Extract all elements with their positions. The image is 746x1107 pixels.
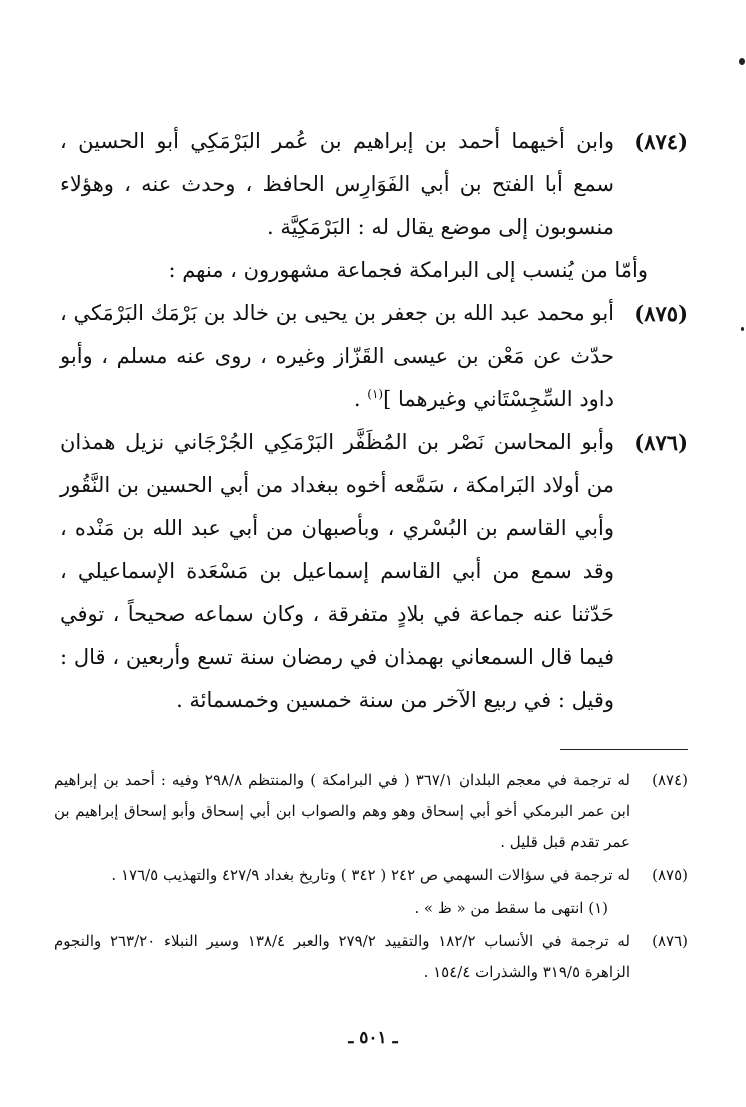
text-line: عمر تقدم قبل قليل . <box>500 833 630 851</box>
text-line: وأبي القاسم بن البُسْري ، وبأصبهان من أبي عبد الله بن مَنْده ، <box>60 516 614 540</box>
text-line: وقد سمع من أبي القاسم إسماعيل بن مَسْعَدة الإسماعيلي ، حَدّثنا <box>60 559 614 626</box>
text-line: له ترجمة في الأنساب ١٨٢/٢ والتقييد ٢٧٩/٢ والعبر ١٣٨/٤ وسير النبلاء ٢٦٣/٢٠ <box>109 932 630 950</box>
footnote-text <box>54 765 688 858</box>
entry-text <box>60 120 688 249</box>
intro-paragraph: وأمّا من يُنسب إلى البرامكة فجماعة مشهورون ، منهم : <box>168 258 648 282</box>
text-line: ربيع الآخر من سنة خمسين وخمسمائة . <box>176 688 517 712</box>
entry-876 <box>60 421 688 722</box>
footnote-874 <box>54 765 688 858</box>
text-line: أبا الفتح بن أبي الفَوَارِس الحافظ ، وحدث عنه ، وهؤلاء <box>60 172 563 196</box>
text-line: وابن أخيهما أحمد بن إبراهيم بن عُمر البَرْمَكِي أبو الحسين ، سمع <box>60 129 615 196</box>
entry-874 <box>60 120 688 249</box>
text-line: له ترجمة في سؤالات السهمي ص ٢٤٢ ( ٣٤٢ ) وتاريخ بغداد ٤٢٧/٩ والتهذيب <box>163 866 630 884</box>
entry-text <box>60 421 688 722</box>
footnote-text <box>54 860 688 891</box>
scan-speck <box>739 58 745 65</box>
footnote-text <box>54 926 688 988</box>
entry-875 <box>60 292 688 421</box>
footnote-875 <box>54 860 688 891</box>
footnote-divider <box>560 749 688 750</box>
text-line: . <box>353 387 368 411</box>
text-line: البَرْمَكي ، حدّث عن مَعْن بن عيسى القَزّاز وغيره ، روى عنه <box>60 301 614 368</box>
entry-text <box>60 292 688 421</box>
page-number: ـ ٥٠١ ـ <box>348 1028 398 1048</box>
text-line: ١٧٦/٥ . <box>111 866 159 884</box>
footnote-876 <box>54 926 688 988</box>
text-line: له ترجمة في معجم البلدان ٣٦٧/١ ( في البرامكة ) والمنتظم ٢٩٨/٨ وفيه : أحمد بن إبراهيم <box>54 771 630 789</box>
footnote-marker: (١) <box>367 387 384 401</box>
text-line: مسلم ، وأبو داود السِّجِسْتَاني وغيرهما ] <box>60 344 614 411</box>
main-text <box>60 120 688 722</box>
text-line: منسوبون إلى موضع يقال له : البَرْمَكِيَّة . <box>267 215 614 239</box>
entry-number: (٨٧٤) <box>634 129 688 154</box>
text-line: عنه جماعة في بلادٍ متفرقة ، وكان سماعه صحيحاً ، توفي فيما قال <box>60 602 614 669</box>
entry-number: (٨٧٦) <box>634 430 688 455</box>
text-line: أولاد البَرامكة ، سَمَّعه أخوه ببغداد من أبي الحسين بن النَّقُور <box>60 473 580 497</box>
footnote-ref-1: (١) انتهى ما سقط من « ظ » . <box>414 899 608 917</box>
footnote-number: (٨٧٦) <box>652 932 688 950</box>
text-line: السمعاني بهمذان في رمضان سنة تسع وأربعين ، قال : وقيل : في <box>60 645 614 712</box>
scan-speck <box>741 327 744 331</box>
footnotes <box>54 765 688 990</box>
text-line: أبو محمد عبد الله بن جعفر بن يحيى بن خالد بن بَرْمَك <box>150 301 614 325</box>
footnote-number: (٨٧٥) <box>652 866 688 884</box>
entry-number: (٨٧٥) <box>634 301 688 326</box>
text-line: والنجوم الزاهرة ٣١٩/٥ والشذرات ١٥٤/٤ . <box>54 932 630 981</box>
footnote-number: (٨٧٤) <box>652 771 688 789</box>
text-line: وأبو المحاسن نَصْر بن المُظَفَّر البَرْمَكِي الجُرْجَاني نزيل همذان من <box>60 430 614 497</box>
text-line: ابن عمر البرمكي أخو أبي إسحاق وهو وهم والصواب ابن أبي إسحاق وأبو إسحاق إبراهيم بن <box>54 802 630 820</box>
